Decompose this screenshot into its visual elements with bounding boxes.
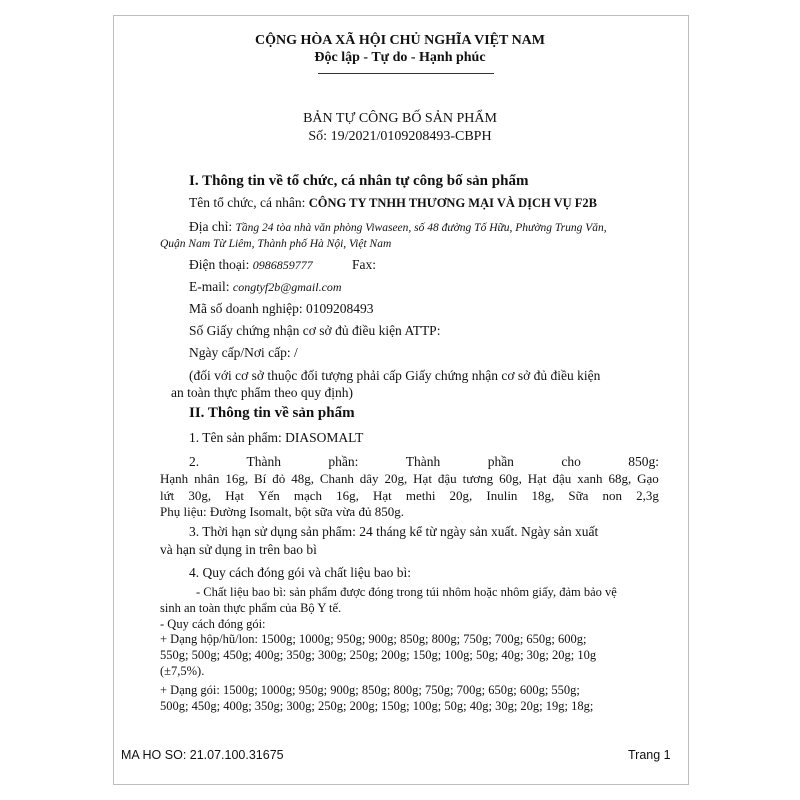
tax-code-line: Mã số doanh nghiệp: 0109208493 [189, 301, 374, 316]
cert-note-line-2: an toàn thực phẩm theo quy định) [171, 385, 354, 400]
ingredient-word: phần: [328, 454, 359, 469]
ingredient-word: Hạt [372, 488, 392, 503]
section-2-heading: II. Thông tin về sản phẩm [189, 405, 355, 421]
ingredient-word: tương [462, 471, 494, 486]
packaging-spec-label: - Quy cách đóng gói: [160, 617, 266, 631]
ingredient-word: đậu [552, 471, 572, 486]
ingredient-word: 30g, [188, 488, 212, 503]
file-number: MA HO SO: 21.07.100.31675 [121, 748, 284, 762]
ingredient-word: dây [359, 471, 379, 486]
address-label: Địa chỉ: [189, 219, 236, 234]
page-number: Trang 1 [628, 748, 671, 762]
food-safety-cert-line: Số Giấy chứng nhận cơ sở đủ điều kiện ATTP: [189, 323, 441, 338]
ingredient-word: cho [561, 454, 581, 469]
ingredient-word: Thành [246, 454, 282, 469]
ingredient-word: 16g, [336, 488, 359, 503]
ingredient-word: 16g, [225, 471, 249, 486]
ingredient-word: Bí [254, 471, 267, 486]
cert-note-line-1: (đối với cơ sở thuộc đối tượng phải cấp Giấy chứng nhận cơ sở đủ điều kiện [189, 368, 601, 383]
ingredients-line-1 [189, 454, 659, 470]
ingredient-word: mạch [293, 488, 323, 503]
phone-value: 0986859777 [252, 258, 313, 272]
shelf-life-line-1: 3. Thời hạn sử dụng sản phẩm: 24 tháng kể từ ngày sản xuất. Ngày sản xuất [189, 524, 599, 539]
packaging-material-2: sinh an toàn thực phẩm của Bộ Y tế. [160, 601, 342, 615]
box-spec-line-1: + Dạng hộp/hũ/lon: 1500g; 1000g; 950g; 900g; 850g; 800g; 750g; 700g; 650g; 600g; [160, 632, 587, 646]
ingredient-word: Hạt [527, 471, 547, 486]
ingredient-word: đậu [437, 471, 457, 486]
organization-label: Tên tổ chức, cá nhân: [189, 195, 309, 210]
ingredient-word: 20g, [384, 471, 408, 486]
ingredient-word: 2. [189, 454, 200, 469]
ingredient-word: Hạt [225, 488, 244, 503]
ingredient-word: đỏ [272, 471, 286, 486]
ingredient-word: 48g, [291, 471, 314, 486]
fax-label: Fax: [352, 257, 377, 272]
address-value-2: Quận Nam Từ Liêm, Thành phố Hà Nội, Việt Nam [160, 238, 392, 250]
ingredients-additives: Phụ liệu: Đường Isomalt, bột sữa vừa đủ 850g. [160, 504, 404, 519]
ingredient-word: methi [405, 488, 436, 503]
product-name: 1. Tên sản phẩm: DIASOMALT [189, 430, 364, 445]
shelf-life-line-2: và hạn sử dụng in trên bao bì [160, 542, 317, 557]
ingredient-word: lứt [160, 488, 175, 503]
ingredient-word: non [602, 488, 623, 503]
organization-line [189, 195, 597, 211]
ingredient-word: 20g, [449, 488, 473, 503]
ingredient-word: 68g, [608, 471, 632, 486]
organization-name: CÔNG TY TNHH THƯƠNG MẠI VÀ DỊCH VỤ F2B [308, 196, 598, 210]
motto-underline [318, 73, 494, 74]
packaging-heading: 4. Quy cách đóng gói và chất liệu bao bì: [189, 565, 411, 580]
address-value-1: Tầng 24 tòa nhà văn phòng Viwaseen, số 48 đường Tố Hữu, Phường Trung Văn, [235, 222, 607, 234]
ingredient-word: 60g, [499, 471, 522, 486]
ingredient-word: Hạnh [160, 471, 189, 486]
phone-line [189, 257, 313, 273]
ingredient-word: xanh [577, 471, 603, 486]
ingredient-word: Hạt [413, 471, 432, 486]
document-number: Số: 19/2021/0109208493-CBPH [308, 129, 492, 144]
ingredient-word: 850g: [628, 454, 659, 469]
sachet-spec-line-2: 500g; 450g; 400g; 350g; 300g; 250g; 200g; 150g; 100g; 50g; 40g; 30g; 20g; 19g; 18g; [160, 699, 594, 713]
sachet-spec-line-1: + Dạng gói: 1500g; 1000g; 950g; 900g; 850g; 800g; 750g; 700g; 650g; 600g; 550g; [160, 683, 580, 697]
ingredient-word: Thành [405, 454, 441, 469]
packaging-material-1: - Chất liệu bao bì: sản phẩm được đóng trong túi nhôm hoặc nhôm giấy, đảm bảo vệ [196, 585, 617, 599]
email-value: congtyf2b@gmail.com [232, 280, 342, 294]
email-line [189, 279, 342, 295]
address-line [189, 219, 607, 235]
ingredients-line-3 [160, 488, 659, 504]
box-spec-line-2: 550g; 500g; 450g; 400g; 350g; 300g; 250g; 200g; 150g; 100g; 50g; 40g; 30g; 20g; 10g [160, 648, 597, 662]
phone-label: Điện thoại: [189, 257, 253, 272]
ingredient-word: nhân [194, 471, 220, 486]
section-1-heading: I. Thông tin về tổ chức, cá nhân tự công bố sản phẩm [189, 173, 529, 189]
ingredient-word: 2,3g [636, 488, 659, 503]
ingredient-word: Yến [258, 488, 280, 503]
ingredient-word: Gạo [637, 471, 659, 486]
ingredients-line-2 [160, 471, 659, 487]
national-motto: Độc lập - Tự do - Hạnh phúc [314, 50, 486, 65]
ingredient-word: Sữa [568, 488, 589, 503]
ingredient-word: 18g, [531, 488, 555, 503]
email-label: E-mail: [189, 279, 233, 294]
box-spec-line-3: (±7,5%). [160, 664, 205, 678]
document-title: BẢN TỰ CÔNG BỐ SẢN PHẨM [303, 111, 497, 126]
ingredient-word: Inulin [486, 488, 518, 503]
issue-date-line: Ngày cấp/Nơi cấp: / [189, 345, 298, 360]
republic-heading: CỘNG HÒA XÃ HỘI CHỦ NGHĨA VIỆT NAM [254, 33, 545, 48]
ingredient-word: phần [487, 454, 514, 469]
ingredient-word: Chanh [319, 471, 354, 486]
